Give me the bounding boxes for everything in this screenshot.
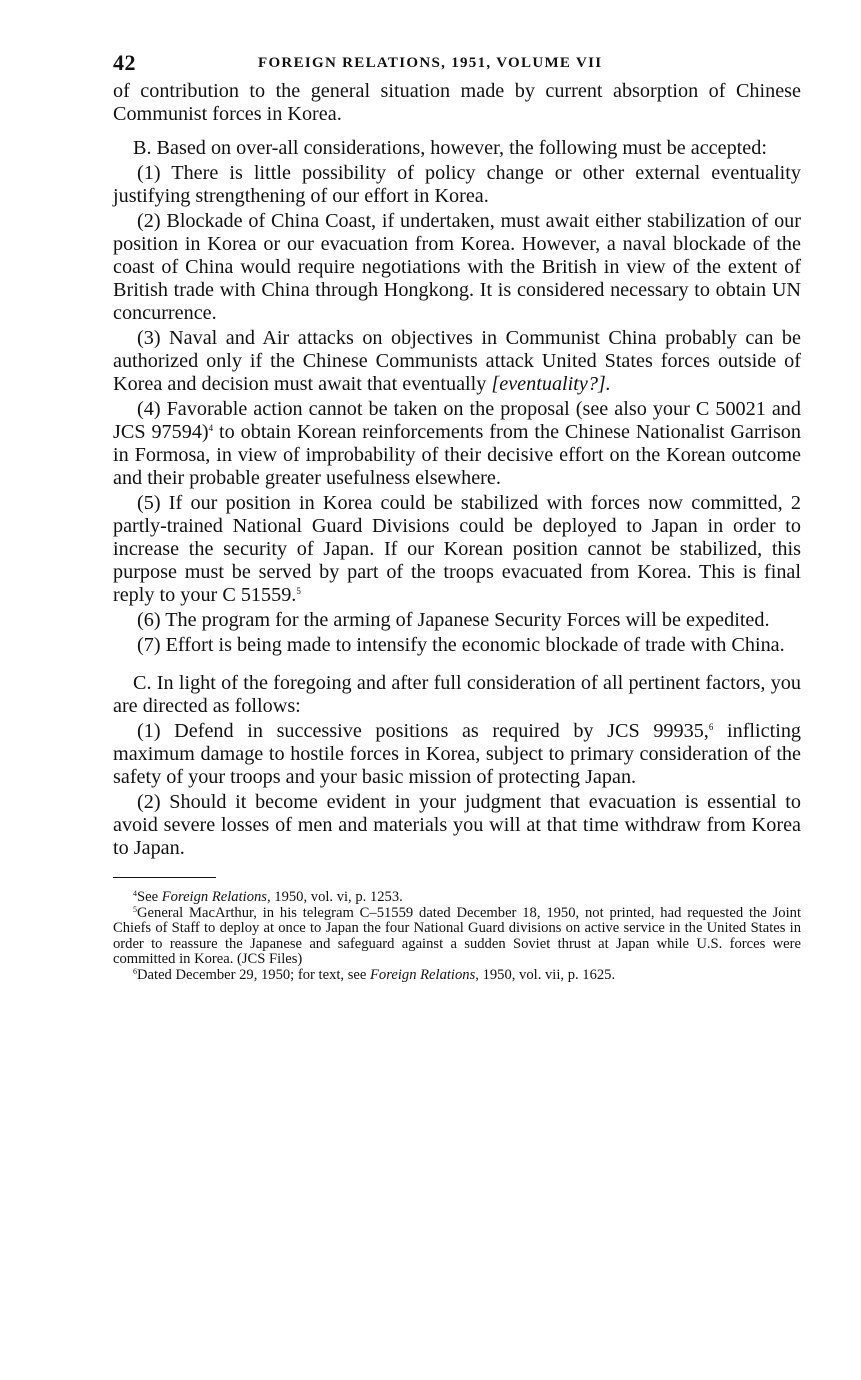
editorial-insertion: [eventuality?]. <box>491 373 611 395</box>
section-b-item-4 <box>113 398 801 490</box>
section-b-item-1: (1) There is little possibility of policy change or other external eventuality justifying strengthening of our effort in Korea. <box>113 162 801 207</box>
section-b-item-3-text: (3) Naval and Air attacks on objectives in Communist China probably can be authorized only if the Chinese Communists attack United States forces outside of Korea and decision must await that eventually <box>113 327 801 395</box>
document-page <box>113 50 801 984</box>
section-c-item-2: (2) Should it become evident in your judgment that evacuation is essential to avoid severe losses of men and materials you will at that time withdraw from Korea to Japan. <box>113 791 801 859</box>
footnote-divider <box>113 877 216 878</box>
page-header <box>113 50 801 80</box>
section-c-item-1-text: (1) Defend in successive positions as required by JCS 99935, <box>137 720 709 742</box>
section-b-item-7: (7) Effort is being made to intensify the economic blockade of trade with China. <box>137 634 785 656</box>
page-number: 42 <box>113 50 136 75</box>
footnote-6-pre: Dated December 29, 1950; for text, see <box>137 966 371 983</box>
footnote-4 <box>113 890 801 906</box>
footnote-6-italic: Foreign Relations <box>370 966 476 983</box>
footnote-marker-5: 5 <box>133 904 137 914</box>
section-b-item-2: (2) Blockade of China Coast, if undertaken, must await either stabilization of our position in Korea or our evacuation from Korea. However, a naval blockade of the coast of China would require negotiations with the British in view of the extent of British trade with China through Hongkong. It is considered necessary to obtain UN concurrence. <box>113 210 801 324</box>
footnote-4-pre: See <box>137 889 162 905</box>
footnote-5-text: General MacArthur, in his telegram C–51559 dated December 18, 1950, not printed, had requested the Joint Chiefs of Staff to deploy at once to Japan the four National Guard divisions on active service in the United States in order to reassure the Japanese and safeguard against a sudden Soviet thrust at Japan while U.S. forces were committed in Korea. (JCS Files) <box>113 904 801 968</box>
section-b-item-5 <box>113 492 801 607</box>
section-b-item-4-text: (4) Favorable action cannot be taken on the proposal (see also your C 50021 and JCS 97594) <box>113 398 801 443</box>
section-c-item-1 <box>113 720 801 789</box>
running-head: FOREIGN RELATIONS, 1951, VOLUME VII <box>258 55 603 71</box>
section-c-heading: C. In light of the foregoing and after full consideration of all pertinent factors, you are directed as follows: <box>113 672 801 717</box>
footnote-4-post: , 1950, vol. vi, p. 1253. <box>266 889 403 905</box>
footnote-6-post: , 1950, vol. vii, p. 1625. <box>475 966 616 983</box>
intro-continuation-paragraph: of contribution to the general situation made by current absorption of Chinese Communist forces in Korea. <box>113 80 801 125</box>
footnote-ref-4[interactable]: 4 <box>208 423 214 433</box>
footnote-ref-6[interactable]: 6 <box>708 722 714 732</box>
section-c-item-1-rest: inflicting maximum damage to hostile forces in Korea, subject to primary consideration of the safety of your troops and your basic mission of protecting Japan. <box>113 720 802 788</box>
footnote-marker-4: 4 <box>133 889 137 898</box>
footnote-marker-6: 6 <box>133 966 137 976</box>
footnote-5 <box>113 906 801 968</box>
section-b-heading: B. Based on over-all considerations, however, the following must be accepted: <box>133 137 767 159</box>
footnote-ref-5[interactable]: 5 <box>296 586 301 596</box>
section-b-item-3 <box>113 327 801 396</box>
section-b-item-4-rest: to obtain Korean reinforcements from the Chinese Nationalist Garrison in Formosa, in view of improbability of their decisive effort on the Korean outcome and their probable greater usefulness elsewhere. <box>113 421 801 489</box>
footnote-4-italic: Foreign Relations <box>161 889 267 905</box>
section-b-item-6: (6) The program for the arming of Japanese Security Forces will be expedited. <box>137 609 770 631</box>
section-b-item-5-text: (5) If our position in Korea could be stabilized with forces now committed, 2 partly-trained National Guard Divisions could be deployed to Japan in order to increase the security of Japan. If our Korean position cannot be stabilized, this purpose must be served by part of the troops evacuated from Korea. This is final reply to your C 51559. <box>113 492 801 606</box>
footnote-6 <box>113 968 801 984</box>
